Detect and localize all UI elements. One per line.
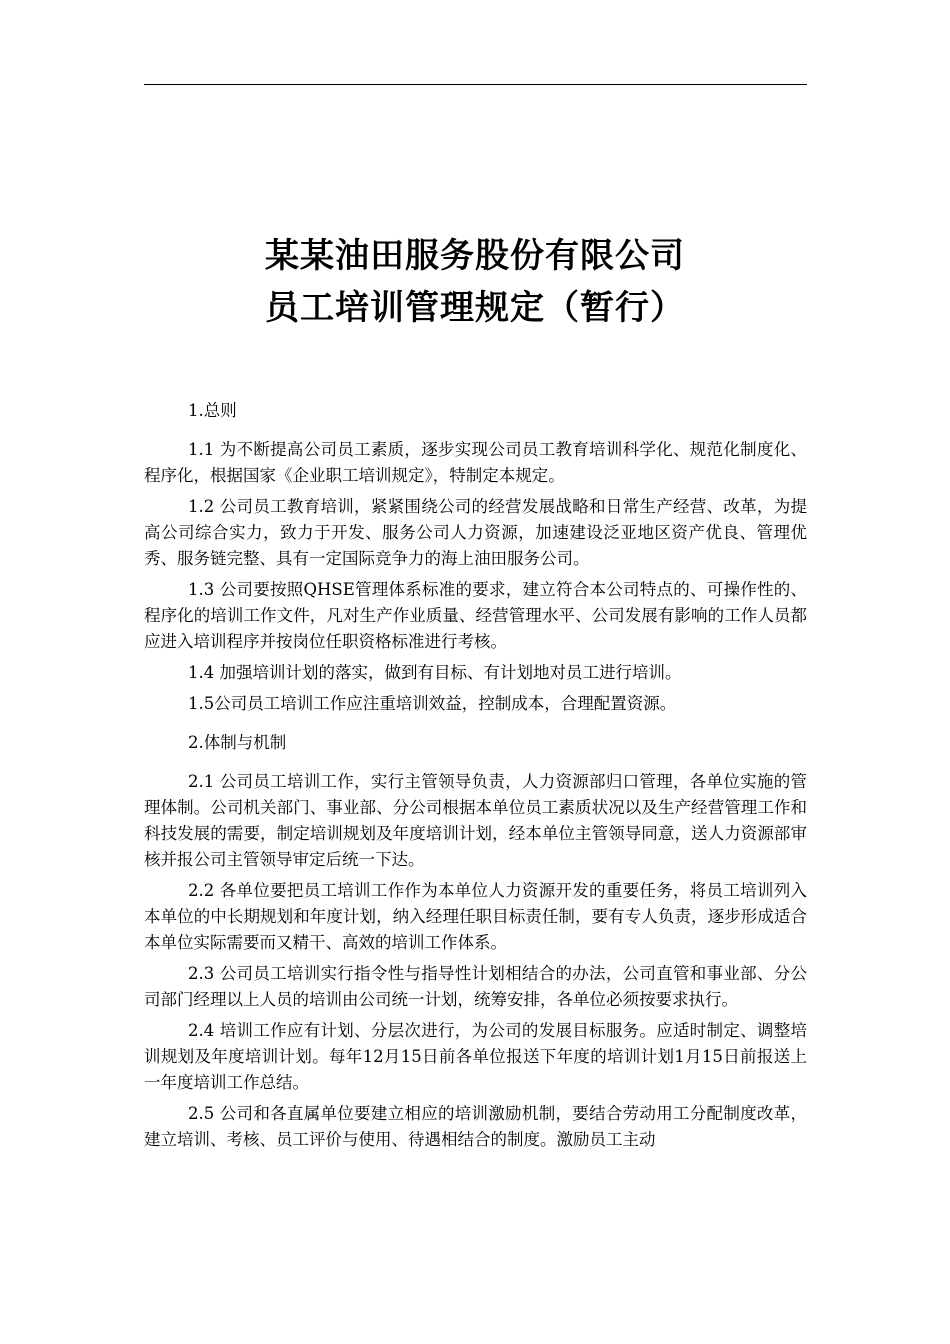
section-heading: 1.总则 [188, 401, 237, 420]
paragraph: 2.4 培训工作应有计划、分层次进行，为公司的发展目标服务。应适时制定、调整培训规划及年度培训计划。每年12月15日前各单位报送下年度的培训计划1月15日前报送上一年度培训工作总结。 [144, 1021, 807, 1092]
paragraph: 2.1 公司员工培训工作，实行主管领导负责，人力资源部归口管理，各单位实施的管理体制。公司机关部门、事业部、分公司根据本单位员工素质状况以及生产经营管理工作和科技发展的需要，制定培训规划及年度培训计划，经本单位主管领导同意，送人力资源部审核并报公司主管领导审定后统一下达。 [144, 772, 807, 869]
paragraph: 2.2 各单位要把员工培训工作作为本单位人力资源开发的重要任务，将员工培训列入本单位的中长期规划和年度计划，纳入经理任职目标责任制，要有专人负责，逐步形成适合本单位实际需要而又精干、高效的培训工作体系。 [144, 881, 807, 952]
paragraph: 1.4 加强培训计划的落实，做到有目标、有计划地对员工进行培训。 [188, 663, 682, 682]
paragraph: 1.3 公司要按照QHSE管理体系标准的要求，建立符合本公司特点的、可操作性的、程序化的培训工作文件，凡对生产作业质量、经营管理水平、公司发展有影响的工作人员都应进入培训程序并按岗位任职资格标准进行考核。 [144, 580, 807, 651]
section-heading: 2.体制与机制 [188, 733, 287, 752]
paragraph: 2.3 公司员工培训实行指令性与指导性计划相结合的办法，公司直管和事业部、分公司部门经理以上人员的培训由公司统一计划，统筹安排，各单位必须按要求执行。 [144, 964, 807, 1009]
document-title-line1: 某某油田服务股份有限公司 [265, 236, 685, 276]
document-title-line2: 员工培训管理规定（暂行） [265, 288, 685, 328]
paragraph: 1.1 为不断提高公司员工素质，逐步实现公司员工教育培训科学化、规范化制度化、程序化，根据国家《企业职工培训规定》，特制定本规定。 [144, 440, 807, 485]
paragraph: 1.5公司员工培训工作应注重培训效益，控制成本，合理配置资源。 [188, 694, 677, 713]
paragraph: 2.5 公司和各直属单位要建立相应的培训激励机制，要结合劳动用工分配制度改革，建立培训、考核、员工评价与使用、待遇相结合的制度。激励员工主动 [144, 1104, 807, 1149]
paragraph: 1.2 公司员工教育培训，紧紧围绕公司的经营发展战略和日常生产经营、改革，为提高公司综合实力，致力于开发、服务公司人力资源，加速建设泛亚地区资产优良、管理优秀、服务链完整、具有一定国际竞争力的海上油田服务公司。 [144, 497, 807, 568]
header-rule [144, 84, 807, 85]
document-body [144, 398, 807, 1158]
